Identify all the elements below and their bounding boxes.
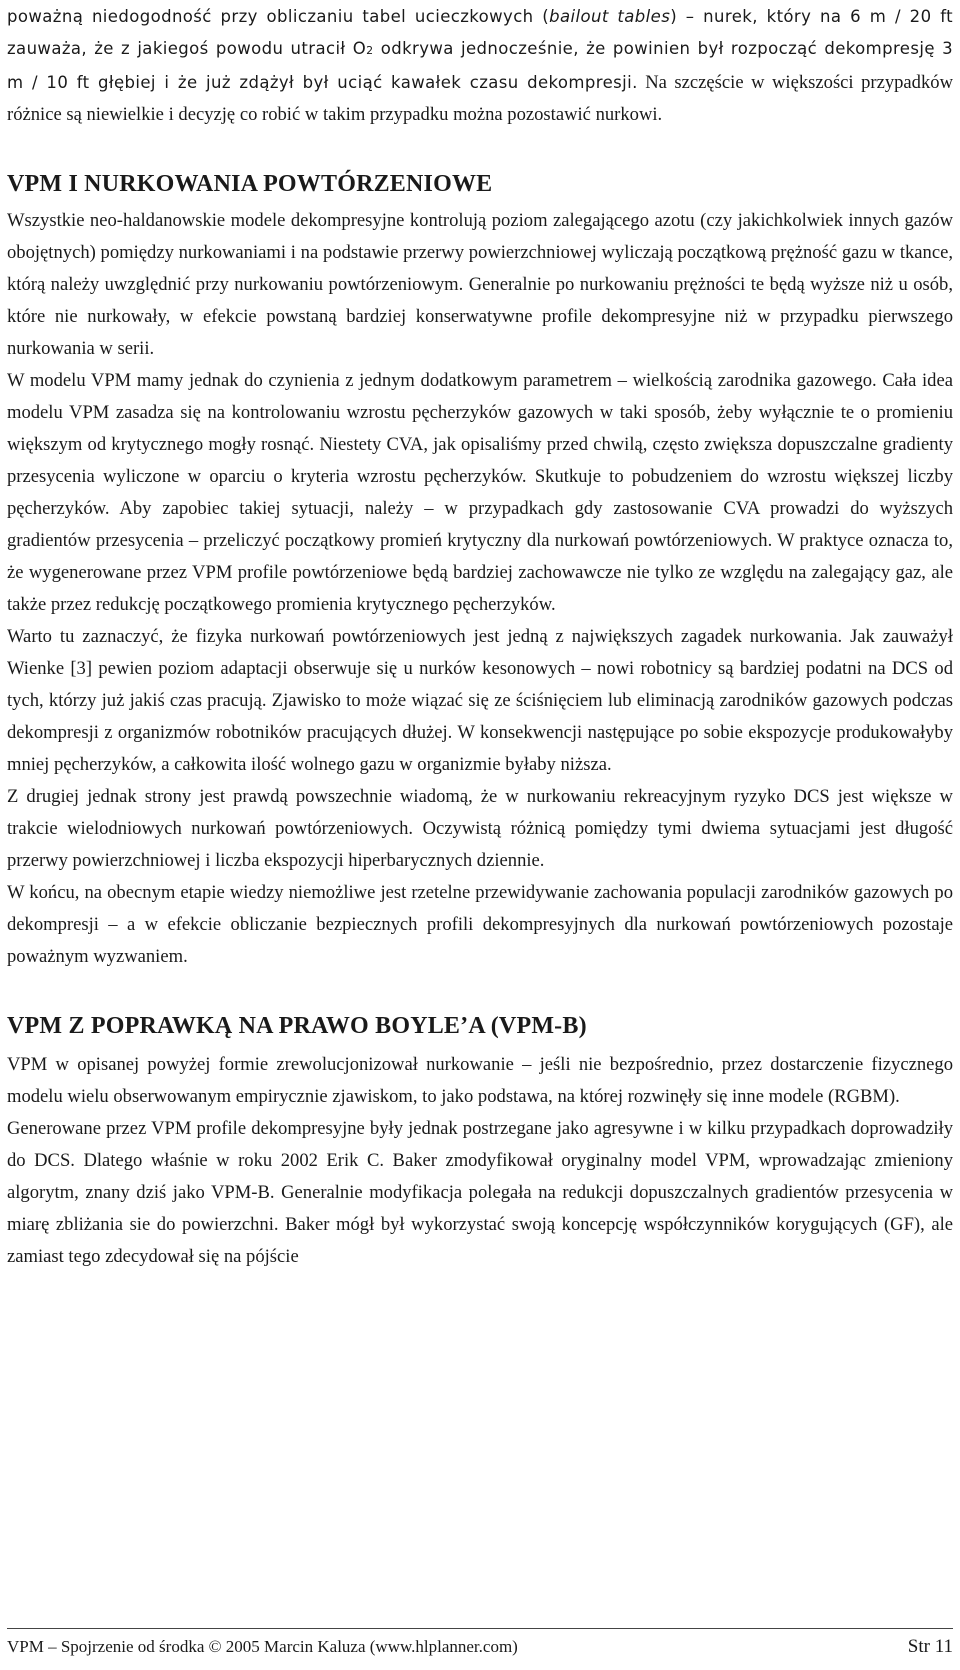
intro-text-lead: poważną niedogodność przy obliczaniu tabel ucieczkowych (bailout tables) – nurek, który na 6 m / 20 ft zauważa, że z jakiegoś powodu utracił O2 odkrywa jednocześnie, że powinien był rozpocząć dekompresję 3 m / 10 ft głębiej i że już zdążył był uciąć kawałek czasu dekompresji. <box>7 7 953 92</box>
paragraph: Generowane przez VPM profile dekompresyjne były jednak postrzegane jako agresywne i w kilku przypadkach doprowadziły do DCS. Dlatego właśnie w roku 2002 Erik C. Baker zmodyfikował oryginalny model VPM, wprowadzając zmieniony algorytm, znany dziś jako VPM-B. Generalnie modyfikacja polegała na redukcji dopuszczalnych gradientów przesycenia w miarę zbliżania sie do powierzchni. Baker mógł był wykorzystać swoją koncepcję współczynników korygujących (GF), ale zamiast tego zdecydował się na pójście <box>7 1118 953 1267</box>
document-page <box>7 0 953 1273</box>
paragraph: Warto tu zaznaczyć, że fizyka nurkowań powtórzeniowych jest jedną z największych zagadek nurkowania. Jak zauważył Wienke [3] pewien poziom adaptacji obserwuje się u nurków kesonowych – nowi robotnicy są bardziej podatni na DCS od tych, którzy już jakiś czas pracują. Zjawisko to może wiązać się ze ściśnięciem lub eliminacją zarodników gazowych podczas dekompresji z organizmów robotników pracujących dłużej. W konsekwencji następujące po sobie ekspozycje produkowałyby mniej pęcherzyków, a całkowita ilość wolnego gazu w organizmie byłaby niższa. <box>7 626 953 775</box>
intro-emphasis: bailout tables <box>549 7 671 26</box>
section-body-repetitive-dives <box>7 205 953 973</box>
intro-paragraph <box>7 0 953 131</box>
page-footer <box>7 1636 953 1658</box>
page-number: Str 11 <box>907 1636 953 1657</box>
o2-subscript: 2 <box>366 44 374 57</box>
footer-credit: VPM – Spojrzenie od środka © 2005 Marcin Kaluza (www.hlplanner.com) <box>7 1637 518 1656</box>
section-body-vpm-b <box>7 1049 953 1273</box>
paragraph: W modelu VPM mamy jednak do czynienia z jednym dodatkowym parametrem – wielkością zarodnika gazowego. Cała idea modelu VPM zasadza się na kontrolowaniu wzrostu pęcherzyków gazowych w taki sposób, żeby wyłącznie te o promieniu większym od krytycznego mogły rosnąć. Niestety CVA, jak opisaliśmy przed chwilą, często zwiększa dopuszczalne gradienty przesycenia wyliczone w oparciu o kryteria wzrostu pęcherzyków. Skutkuje to pobudzeniem do wzrostu większej liczby pęcherzyków. Aby zapobiec takiej sytuacji, należy – w przypadkach gdy zastosowanie CVA prowadzi do wyższych gradientów przesycenia – przeliczyć początkowy promień krytyczny dla nurkowań powtórzeniowych. W praktyce oznacza to, że wygenerowane przez VPM profile powtórzeniowe będą bardziej zachowawcze nie tylko ze względu na zalegający gaz, ale także przez redukcję początkowego promienia krytycznego pęcherzyków. <box>7 370 953 615</box>
paragraph: W końcu, na obecnym etapie wiedzy niemożliwe jest rzetelne przewidywanie zachowania populacji zarodników gazowych po dekompresji – a w efekcie obliczanie bezpiecznych profili dekompresyjnych dla nurkowań powtórzeniowych pozostaje poważnym wyzwaniem. <box>7 882 953 967</box>
paragraph: VPM w opisanej powyżej formie zrewolucjonizował nurkowanie – jeśli nie bezpośrednio, przez dostarczenie fizycznego modelu wielu obserwowanym empirycznie zjawiskom, to jako podstawa, na której rozwinęły się inne modele (RGBM). <box>7 1054 953 1107</box>
section-heading-repetitive-dives: VPM I NURKOWANIA POWTÓRZENIOWE <box>7 171 493 197</box>
section-heading-vpm-b: VPM Z POPRAWKĄ NA PRAWO BOYLE’A (VPM-B) <box>7 1013 587 1039</box>
intro-text-tail: Na szczęście w większości przypadków różnice są niewielkie i decyzję co robić w takim przypadku można pozostawić nurkowi. <box>7 72 953 125</box>
paragraph: Z drugiej jednak strony jest prawdą powszechnie wiadomą, że w nurkowaniu rekreacyjnym ryzyko DCS jest większe w trakcie wielodniowych nurkowań powtórzeniowych. Oczywistą różnicą pomiędzy tymi dwiema sytuacjami jest długość przerwy powierzchniowej i liczba ekspozycji hiperbarycznych dziennie. <box>7 786 953 871</box>
paragraph: Wszystkie neo-haldanowskie modele dekompresyjne kontrolują poziom zalegającego azotu (czy jakichkolwiek innych gazów obojętnych) pomiędzy nurkowaniami i na podstawie przerwy powierzchniowej wyliczają początkową prężność gazu w tkance, którą należy uwzględnić przy nurkowaniu powtórzeniowym. Generalnie po nurkowaniu prężności te będą wyższe niż u osób, które nie nurkowały, w efekcie powstaną bardziej konserwatywne profile dekompresyjne niż w przypadku pierwszego nurkowania w serii. <box>7 210 953 359</box>
footer-divider <box>7 1628 953 1629</box>
